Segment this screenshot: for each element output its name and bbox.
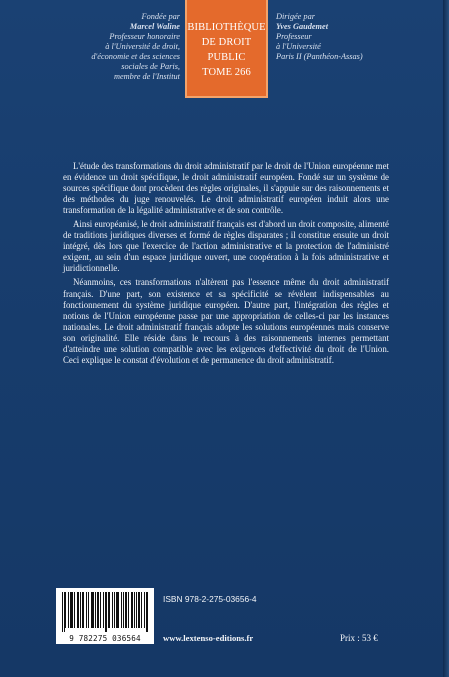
barcode-bar bbox=[112, 592, 113, 628]
barcode-bar bbox=[134, 592, 135, 628]
barcode-bar bbox=[80, 592, 81, 628]
barcode-bar bbox=[147, 592, 148, 632]
barcode-digits: 9 782275 036564 bbox=[69, 634, 141, 643]
founder-block bbox=[58, 12, 180, 82]
barcode-bar bbox=[125, 592, 126, 628]
barcode-bar bbox=[91, 592, 92, 628]
barcode bbox=[56, 588, 154, 644]
founder-line: membre de l'Institut bbox=[114, 72, 180, 81]
barcode-bar bbox=[123, 592, 124, 628]
barcode-bar bbox=[78, 592, 79, 628]
barcode-bar bbox=[144, 592, 145, 628]
barcode-bar bbox=[88, 592, 89, 628]
barcode-bar bbox=[100, 592, 101, 628]
barcode-bar bbox=[108, 592, 109, 628]
series-box bbox=[185, 0, 268, 98]
barcode-bar bbox=[65, 592, 66, 628]
barcode-bar bbox=[93, 592, 94, 628]
barcode-bar bbox=[83, 592, 84, 628]
barcode-bar bbox=[118, 592, 119, 628]
barcode-bar bbox=[121, 592, 122, 628]
barcode-bar bbox=[126, 592, 127, 628]
barcode-bar bbox=[82, 592, 83, 628]
barcode-bar bbox=[86, 592, 87, 628]
barcode-bar bbox=[105, 592, 106, 632]
spine-edge bbox=[443, 0, 449, 677]
barcode-bar bbox=[146, 592, 147, 632]
barcode-bar bbox=[103, 592, 104, 628]
founder-line: d'économie et des sciences bbox=[91, 52, 180, 61]
isbn-text: ISBN 978-2-275-03656-4 bbox=[163, 594, 257, 604]
founder-line: à l'Université de droit, bbox=[105, 42, 180, 51]
barcode-bar bbox=[98, 592, 99, 628]
barcode-bar bbox=[70, 592, 71, 628]
barcode-bar bbox=[106, 592, 107, 632]
barcode-bar bbox=[64, 592, 65, 632]
barcode-bar bbox=[97, 592, 98, 628]
barcode-bar bbox=[139, 592, 140, 628]
director-label: Dirigée par bbox=[276, 12, 315, 21]
director-line: Paris II (Panthéon-Assas) bbox=[276, 52, 363, 61]
barcode-bar bbox=[116, 592, 117, 628]
barcode-bar bbox=[95, 592, 96, 628]
barcode-bar bbox=[128, 592, 129, 628]
summary-paragraph: Néanmoins, ces transformations n'altèrent pas l'essence même du droit administratif français. D'une part, son existence et sa spécificité se révèlent indispensables au fonctionnement du système juridique européen. D'autre part, l'intégration des règles et notions de l'Union européenne passe par une appropriation de celles-ci par les instances nationales. Le droit administratif français adopte les solutions européennes mais conserve son originalité. Elle réside dans le recours à des raisonnements internes permettant d'atteindre une solution compatible avec les exigences d'effectivité du droit de l'Union. Ceci explique le constat d'évolution et de permanence du droit administratif. bbox=[63, 277, 389, 365]
director-name: Yves Gaudemet bbox=[276, 22, 329, 31]
director-line: à l'Université bbox=[276, 42, 321, 51]
series-line: DE DROIT bbox=[201, 37, 252, 48]
founder-name: Marcel Waline bbox=[129, 22, 180, 31]
barcode-bar bbox=[132, 592, 133, 628]
price-text: Prix : 53 € bbox=[340, 633, 378, 643]
series-line: PUBLIC bbox=[207, 52, 246, 63]
director-block bbox=[276, 12, 416, 62]
barcode-bar bbox=[117, 592, 118, 628]
barcode-bar bbox=[136, 592, 137, 628]
barcode-bar bbox=[141, 592, 142, 628]
website-link[interactable]: www.lextenso-editions.fr bbox=[163, 633, 254, 643]
barcode-bar bbox=[114, 592, 115, 628]
barcode-bar bbox=[71, 592, 72, 628]
barcode-bar bbox=[131, 592, 132, 628]
founder-line: Professeur honoraire bbox=[109, 32, 180, 41]
barcode-bar bbox=[138, 592, 139, 628]
barcode-bar bbox=[109, 592, 110, 628]
director-line: Professeur bbox=[276, 32, 312, 41]
barcode-bar bbox=[77, 592, 78, 628]
barcode-bar bbox=[72, 592, 73, 628]
barcode-bar bbox=[68, 592, 69, 628]
series-line: BIBLIOTHÈQUE bbox=[187, 22, 266, 33]
founder-label: Fondée par bbox=[141, 12, 180, 21]
summary-text bbox=[63, 161, 389, 369]
barcode-bar bbox=[62, 592, 63, 632]
summary-paragraph: L'étude des transformations du droit administratif par le droit de l'Union européenne met en évidence un droit spécifique, le droit administratif européen. Fondé sur un système de sources spécifique dont procèdent des règles originales, il s'appuie sur des raisonnements et des méthodes du juge renouvelés. Le droit administratif européen induit alors une transformation de la légalité administrative et de son contrôle. bbox=[63, 161, 389, 216]
series-volume: TOME 266 bbox=[202, 67, 251, 78]
founder-line: sociales de Paris, bbox=[121, 62, 180, 71]
summary-paragraph: Ainsi européanisé, le droit administratif français est d'abord un droit composite, alimenté de traditions juridiques diverses et formé de règles disparates ; il constitue ensuite un droit intégré, dès lors que l'exercice de l'action administrative et la protection de l'administré exigent, au sein d'un espace juridique ouvert, une coopération à la fois administrative et juridictionnelle. bbox=[63, 219, 389, 274]
barcode-bar bbox=[92, 592, 93, 628]
barcode-bar bbox=[74, 592, 75, 628]
barcode-bars bbox=[62, 592, 148, 632]
